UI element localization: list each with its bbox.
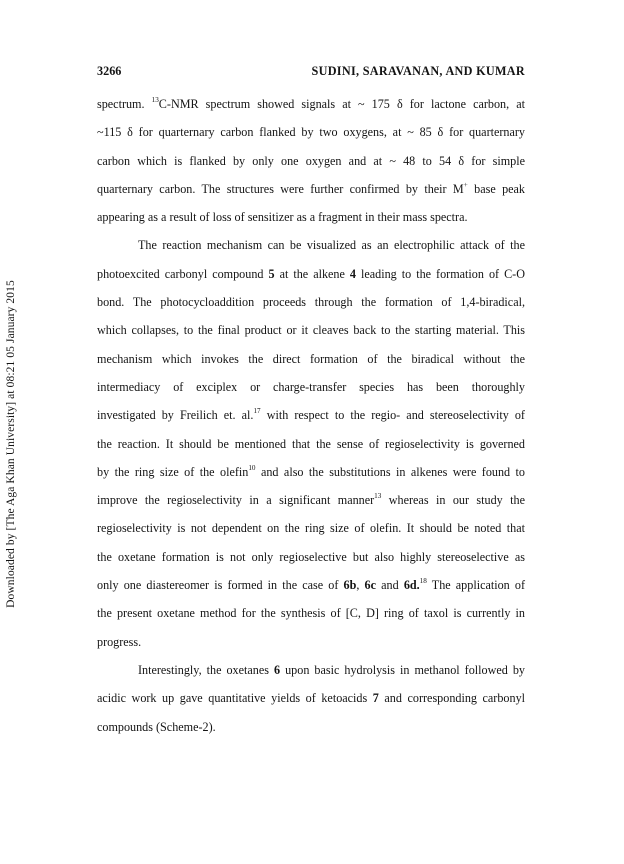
body-text [97,96,525,747]
text-line: which collapses, to the final product or it cleaves back to the starting material. This [97,323,525,338]
download-notice-text: Downloaded by [The Aga Khan University] at 08:21 05 January 2015 [5,280,17,608]
text-line: compounds (Scheme-2). [97,719,216,734]
text-line [97,662,525,690]
text-line [97,407,525,435]
text-run: acidic work up gave quantitative yields of ketoacids [97,691,373,706]
compound-ref: 4 [349,266,356,281]
page-number: 3266 [97,64,122,78]
text-run: and [376,578,404,593]
text-line: bond. The photocycloaddition proceeds through the formation of 1,4-biradical, [97,295,525,310]
text-line: the oxetane formation is not only regioselective but also highly stereoselective as [97,549,525,564]
text-run: Interestingly, the oxetanes [138,662,274,677]
text-line: the reaction. It should be mentioned that the sense of regioselectivity is governed [97,436,525,451]
text-run: investigated by Freilich et. al. [97,408,254,423]
text-run: The application of [426,578,525,593]
text-run: quarternary carbon. The structures were further confirmed by their M [97,181,464,196]
text-run: photoexcited carbonyl compound [97,266,269,281]
text-run: and also the substitutions in alkenes were found to [255,464,525,479]
compound-ref: 6d. [403,578,420,593]
text-run: C-NMR spectrum showed signals at ~ 175 δ for lactone carbon, at [158,97,525,111]
text-line: intermediacy of exciplex or charge-transfer species has been thoroughly [97,379,525,394]
superscript: 13 [374,492,382,501]
text-run: at the alkene [274,266,350,281]
text-line [97,181,525,209]
download-notice [2,238,22,650]
text-run: base peak [467,181,525,196]
text-run: whereas in our study the [381,493,525,508]
text-line [97,266,525,294]
text-run: improve the regioselectivity in a significant manner [97,493,375,508]
compound-ref: 5 [268,266,275,281]
superscript: 13 [151,96,159,104]
paragraph-1 [97,96,525,237]
text-run: with respect to the regio- and stereoselectivity of [260,408,525,423]
text-run: and corresponding carbonyl [378,691,526,706]
text-line [97,96,525,124]
paragraph-3 [97,662,525,747]
text-line: the present oxetane method for the synthesis of [C, D] ring of taxol is currently in [97,606,525,621]
compound-ref: 7 [372,691,379,706]
text-run: leading to the formation of C-O [355,266,525,281]
paragraph-2 [97,237,525,661]
text-line: appearing as a result of loss of sensitizer as a fragment in their mass spectra. [97,210,468,225]
text-line: ~115 δ for quarternary carbon flanked by two oxygens, at ~ 85 δ for quarternary [97,125,525,140]
text-line: regioselectivity is not dependent on the ring size of olefin. It should be noted that [97,521,525,536]
text-line: progress. [97,634,142,649]
superscript: 17 [253,407,261,416]
text-line: carbon which is flanked by only one oxygen and at ~ 48 to 54 δ for simple [97,153,525,168]
compound-ref: 6b [343,578,357,593]
compound-ref: 6 [274,662,281,677]
text-line [97,492,525,520]
text-run: , [356,578,365,593]
text-line [97,464,525,492]
text-run: upon basic hydrolysis in methanol followed by [280,662,525,677]
text-run: spectrum. [97,97,152,111]
text-line [97,577,525,605]
superscript: 10 [248,463,256,472]
page-header [97,64,525,80]
text-line: The reaction mechanism can be visualized as an electrophilic attack of the [138,238,525,253]
text-line [97,690,525,718]
compound-ref: 6c [364,578,376,593]
superscript: 18 [419,577,427,586]
text-run: only one diastereomer is formed in the case of [97,578,344,593]
text-line: mechanism which invokes the direct formation of the biradical without the [97,351,525,366]
text-run: by the ring size of the olefin [97,464,249,479]
running-head: SUDINI, SARAVANAN, AND KUMAR [311,64,525,78]
superscript: + [463,180,468,189]
